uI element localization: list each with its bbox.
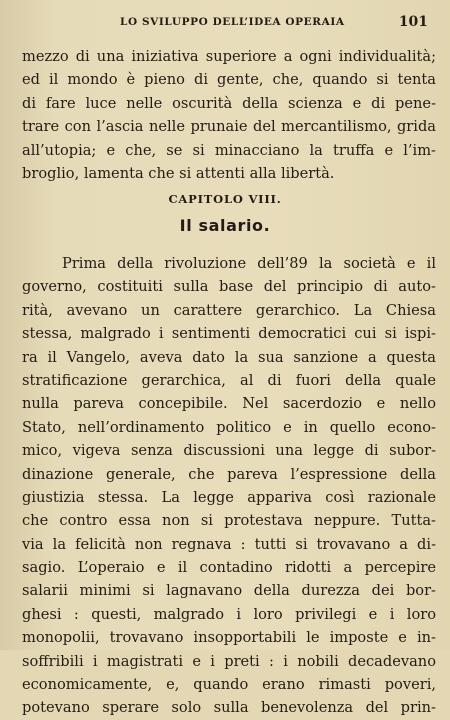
text-line: all’utopia; e che, se si minacciano la truffa e l’im- (22, 141, 436, 159)
text-line: governo, costituiti sulla base del principio di auto- (22, 278, 436, 296)
text-line: monopolii, trovavano insopportabili le imposte e in- (22, 629, 436, 647)
text-line: stratificazione gerarchica, al di fuori della quale (22, 371, 436, 389)
text-line: giustizia stessa. La legge appariva così razionale (22, 488, 436, 506)
text-line: economicamente, e, quando erano rimasti poveri, (22, 676, 436, 694)
chapter-title: Il salario. (179, 216, 271, 235)
running-head (0, 14, 450, 34)
top-paragraph (22, 45, 436, 185)
text-line: mezzo di una iniziativa superiore a ogni individualità; (22, 48, 436, 65)
text-line: via la felicità non regnava : tutti si trovavano a di- (22, 535, 436, 553)
text-line: nulla pareva concepibile. Nel sacerdozio e nello (22, 395, 436, 413)
text-line: dinazione generale, che pareva l’espressione della (22, 465, 436, 483)
text-line: stessa, malgrado i sentimenti democratici cui si ispi- (22, 325, 436, 343)
text-line: Stato, nell’ordinamento politico e in quello econo- (22, 418, 436, 436)
text-line: potevano sperare solo sulla benevolenza del prin- (22, 699, 436, 717)
text-line: rità, avevano un carattere gerarchico. La Chiesa (22, 301, 436, 319)
page-number: 101 (398, 14, 428, 30)
chapter-label: CAPITOLO VIII. (168, 192, 282, 206)
running-title: LO SVILUPPO DELL’IDEA OPERAIA (120, 16, 345, 28)
text-line: sagio. L’operaio e il contadino ridotti a percepire (22, 559, 436, 577)
text-line: ed il mondo è pieno di gente, che, quando si tenta (22, 71, 436, 89)
text-line: ra il Vangelo, aveva dato la sua sanzione a questa (22, 348, 436, 366)
text-line: ghesi : questi, malgrado i loro privilegi e i loro (22, 605, 436, 623)
text-line: soffribili i magistrati e i preti : i nobili decadevano (22, 652, 436, 670)
text-line: salarii minimi si lagnavano della durezza dei bor- (22, 582, 436, 600)
text-line: che contro essa non si protestava neppure. Tutta- (22, 512, 436, 530)
text-line: broglio, lamenta che si attenti alla libertà. (22, 164, 335, 182)
text-line: di fare luce nelle oscurità della scienza e di pene- (22, 94, 436, 112)
text-line: Prima della rivoluzione dell’89 la società e il (62, 255, 436, 272)
text-line: trare con l’ascia nelle prunaie del mercantilismo, grida (22, 118, 436, 136)
text-line: mico, vigeva senza discussioni una legge di subor- (22, 442, 436, 460)
